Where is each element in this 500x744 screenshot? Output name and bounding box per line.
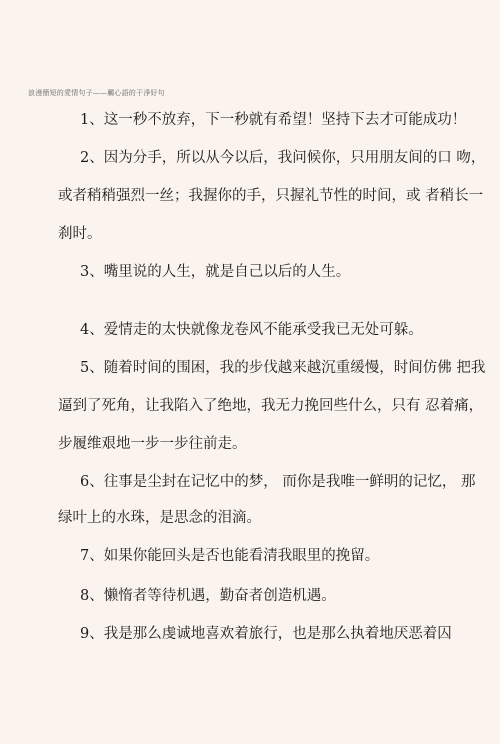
sentence-2-line-2: 或者稍稍强烈一丝；我握你的手，只握礼节性的时间，或 者稍长一 <box>58 188 484 204</box>
sentence-9: 9、我是那么虔诚地喜欢着旅行，也是那么执着地厌恶着囚 <box>80 626 452 642</box>
document-header: 浪漫簡短的愛情句子——觸心語的干淨好句 <box>28 89 165 97</box>
sentence-5-line-3: 步履维艰地一步一步往前走。 <box>58 436 247 452</box>
sentence-6-line-1: 6、往事是尘封在记忆中的梦， 而你是我唯一鲜明的记忆， 那 <box>80 474 476 490</box>
sentence-8: 8、懒惰者等待机遇，勤奋者创造机遇。 <box>80 588 336 604</box>
sentence-5-line-1: 5、随着时间的围困，我的步伐越来越沉重缓慢，时间仿佛 把我 <box>80 360 486 376</box>
sentence-7: 7、如果你能回头是否也能看清我眼里的挽留。 <box>80 548 380 564</box>
sentence-4: 4、爱情走的太快就像龙卷风不能承受我已无处可躲。 <box>80 322 423 338</box>
sentence-1: 1、这一秒不放弃，下一秒就有希望！坚持下去才可能成功！ <box>80 112 467 128</box>
sentence-5-line-2: 逼到了死角，让我陷入了绝地，我无力挽回些什么，只有 忍着痛， <box>58 398 484 414</box>
sentence-2-line-3: 刹时。 <box>58 226 102 242</box>
sentence-6-line-2: 绿叶上的水珠，是思念的泪滴。 <box>58 510 261 526</box>
sentence-2-line-1: 2、因为分手，所以从今以后，我问候你，只用朋友间的口 吻， <box>80 150 486 166</box>
sentence-3: 3、嘴里说的人生，就是自己以后的人生。 <box>80 264 351 280</box>
